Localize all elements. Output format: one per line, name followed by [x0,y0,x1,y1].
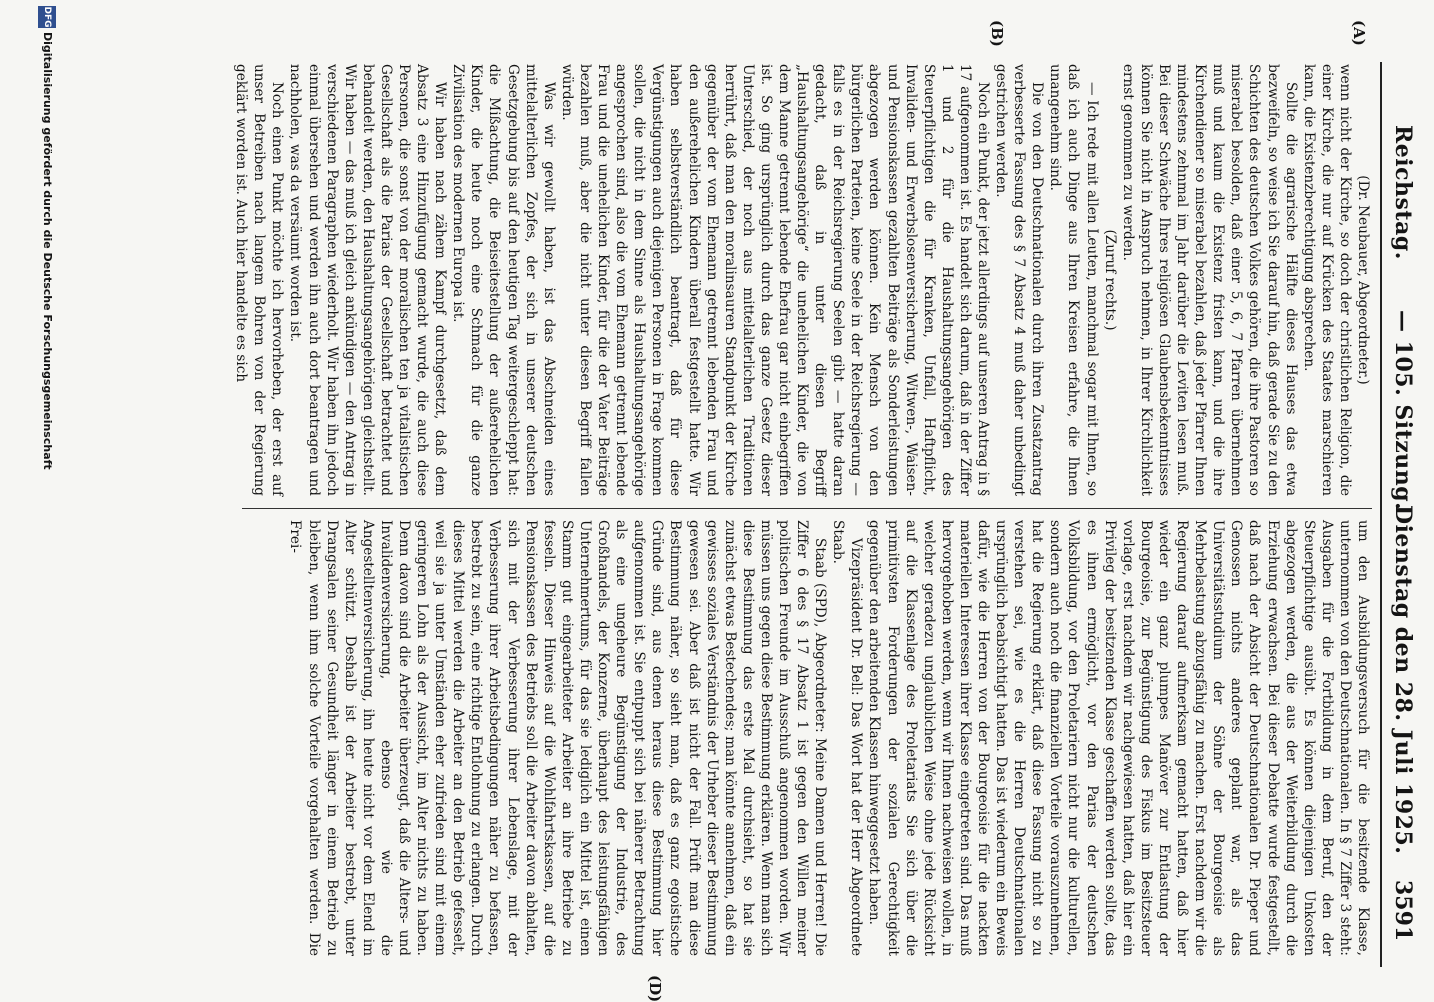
header-session: — 105. Sitzung. [1390,310,1416,511]
paragraph: Die von den Deutschnationalen durch ihren Zusatzantrag verbesserte Fassung des § 7 Absatz 4 muß daher unbedingt gestrichen werden. [993,64,1046,496]
margin-mark-d: (D) [646,975,664,1002]
paragraph: Noch ein Punkt, der jetzt allerdings auf unseren Antrag in § 17 aufgenommen ist. Es handelt sich darum, daß in der Ziffer 1 und 2 für die Haushaltungsangehörigen des Steuerpflichtigen die für Kranken, Unfall, Haftpflicht, Invaliden- und Erwerbslosenversicherung, Witwen-, Waisen- und Pensionskassen gezahlten Beiträge als Sonderleistungen abgezogen werden können. Kein Mensch von den bürgerlichen Parteien, keine Seele in der Reichsregierung — falls es in der Reichsregierung Seelen gibt — hatte daran gedacht, daß in unter diesen Begriff „Haushaltungsangehörige“ die unehelichen Kinder, die von dem Manne getrennt lebende Ehefrau gar nicht einbegriffen ist. So ging ursprünglich durch das ganze Gesetz dieser Unterschied, der noch aus mittelalterlichen Traditionen herrührt, daß man den moralinsauren Standpunkt der Kirche gegenüber der vom Ehemann getrennt lebenden Frau und den außerehelichen Kindern überall festgestellt hatte. Wir haben selbstverständlich beantragt, daß für diese Vergünstigungen auch diejenigen Personen in Frage kommen sollen, die nicht in dem Sinne als Haushaltungsangehörige angesprochen sind, also die vom Ehemann getrennt lebende Frau und die unehelichen Kinder, für die der Vater Beiträge bezahlen muß, aber die nicht unter diesen Begriff fallen würden. [558,64,992,496]
paragraph: Vizepräsident Dr. Bell: Das Wort hat der Herr Abgeordnete Staab. [830,520,865,956]
paragraph: Staab (SPD), Abgeordneter: Meine Damen und Herren! Die Ziffer 6 des § 17 Absatz 1 ist gegen den Willen meiner politischen Freunde im Ausschuß angenommen worden. Wir müssen uns gegen diese Bestimmung erklären. Wenn man sich diese Bestimmung das erste Mal durchsieht, so hat sie zunächst etwas Bestechendes; man könnte annehmen, daß ein gewisses soziales Verständnis der Urheber dieser Bestimmung gewesen sei. Aber daß ist nicht der Fall. Prüft man diese Bestimmung näher, so sieht man, daß es ganz egoistische Gründe sind, aus denen heraus diese Bestimmung hier aufgenommen ist. Sie entpuppt sich bei näherer Betrachtung als eine ungeheure Begünstigung der Industrie, des Großhandels, der Konzerne, überhaupt des leistungsfähigen Unternehmertums, für das sie lediglich ein Mittel ist, einen Stamm gut eingearbeiteter Arbeiter an ihre Betriebe zu fesseln. Dieser Hinweis auf die Wohlfahrtskassen, auf die Pensionskassen des Betriebs soll die Arbeiter davon abhalten, sich mit der Verbesserung ihrer Lebenslage, mit der Verbesserung ihrer Arbeitsbedingungen näher zu befassen, bestrebt zu sein, eine richtige Entlohnung zu erlangen. Durch dieses Mittel werden die Arbeiter an den Betrieb gefesselt, weil sie ja unter Umständen eher zufrieden sind mit einem geringeren Lohn als der Aussicht, im Alter nichts zu haben. Denn davon sind die Arbeiter überzeugt, daß die Alters- und Invalidenversicherung, ebenso wie die Angestelltenversicherung, ihn heute nicht vor dem Elend im Alter schützt. Deshalb ist der Arbeiter bestrebt, unter Drangsalen seiner Gesundheit länger in einem Betrieb zu bleiben, wenn ihm solche Vorteile vorgehalten werden. Die Frei- [287,520,829,956]
margin-mark-b: (B) [988,20,1006,47]
digitization-footer [34,0,74,1000]
paragraph: Was wir gewollt haben, ist das Abschneiden eines mittelalterlichen Zopfes, der sich in unserer deutschen Gesetzgebung bis auf den heutigen Tag weitergeschleppt hat: die Mißachtung, die Beiseitestellung der außerehelichen Kinder, die heute noch eine Schmach für die ganze Zivilisation des modernen Europa ist. [450,64,557,496]
paragraph: wenn nicht der Kirche, so doch der christlichen Religion, die einer Kirche, die nur auf Krücken des Staates marschieren kann, die Existenzberechtigung absprechen. [1300,64,1353,496]
margin-mark-a: (A) [1350,20,1368,46]
column-divider [242,508,1372,509]
speaker-continuation: (Dr. Neubauer, Abgeordneter.) [1355,175,1371,385]
paragraph: um den Ausbildungsversuch für die besitzende Klasse, unternommen von den Deutschnationalen. In § 7 Ziffer 3 steht: Ausgaben für die Fortbildung in dem Beruf, den der Steuerpflichtige ausübt. Es können diejenigen Unkosten abgezogen werden, die aus der Weiterbildung durch die Erziehung erwachsen. Bei dieser Debatte wurde festgestellt, daß nach der Absicht der Deutschnationalen Dr. Pieper und Genossen nichts anderes geplant war, als das Universitätsstudium der Söhne der Bourgeoisie als Mehrbelastung abzugsfähig zu machen. Erst nachdem wir die Regierung darauf aufmerksam gemacht hatten, daß hier wieder ein ganz plumpes Manöver zur Entlastung der Bourgeoisie, zur Begünstigung des Fiskus im Besitzsteuer vorlage, erst nachdem wir nachgewiesen hatten, daß hier ein Privileg der besitzenden Klasse geschaffen werden sollte, das es ihnen ermöglicht, vor den Parias der deutschen Volksbildung, vor den Proletariern nicht nur die kulturellen, sondern auch noch die finanziellen Vorteile vorauszunehmen, hat die Regierung erklärt, daß diese Fassung nicht so zu verstehen sei, wie es die Herren Deutschnationalen ursprünglich beabsichtigt hatten. Das ist wiederum ein Beweis dafür, wie die Herren von der Bourgeoisie für die nackten materiellen Interessen ihrer Klasse eingetreten sind. Das muß hervorgehoben werden, wenn wir Ihnen nachweisen wollen, in welcher geradezu unglaublichen Weise ohne jede Rücksicht auf die Klassenlage des Proletariats Sie sich über die primitivsten Forderungen der sozialen Gerechtigkeit gegenüber den arbeitenden Klassen hinweggesetzt haben. [866,520,1371,956]
paragraph: Sollte die agrarische Hälfte dieses Hauses das etwa bezweifeln, so weise ich Sie darauf hin, daß gerade Sie zu den Schichten des deutschen Volkes gehören, die ihre Pastoren so miserabel besolden, daß einer 5, 6, 7 Pfarren übernehmen muß und kaum die Existenz fristen kann, und die ihre Kirchendiener so miserabel bezahlen, daß jeder Pfarrer Ihnen mindestens zehnmal im Jahr darüber die Leviten lesen muß. Bei dieser Schwäche Ihres religiösen Glaubensbekenntnisses können Sie nicht in Anspruch nehmen, in Ihrer Kirchlichkeit ernst genommen zu werden. [1119,64,1299,496]
header-title: Reichstag. [1390,125,1416,260]
paragraph: — Ich rede mit allen Leuten, manchmal sogar mit Ihnen, so daß ich auch Dinge aus Ihren Kreisen erfahre, die Ihnen unangenehm sind. [1047,64,1100,496]
right-column [242,520,1372,956]
paragraph: Wir haben nach zähem Kampf durchgesetzt, daß dem Absatz 3 eine Hinzufügung gemacht wurde, die auch diese Personen, die sonst von der moralischen ten ja vitalistischen Gesellschaft als die Parias der Gesellschaft betrachtet und behandelt werden, den Haushaltungsangehörigen gleichstellt. Wir haben — das muß ich gleich ankündigen — den Antrag in verschiedenen Paragraphen wiederholt. Wir haben ihn jedoch einmal übersehen und werden ihn auch dort beantragen und nachholen, was da versäumt worden ist. [287,64,449,496]
header-date: Dienstag den 28. Juli 1925. [1390,505,1416,855]
left-column [233,64,1372,496]
page-number: 3591 [1390,880,1416,942]
page-header [1384,0,1424,1000]
dfg-logo: DFG [38,6,56,28]
funding-note: Digitalisierung gefördert durch die Deutsche Forschungsgemeinschaft [41,32,54,470]
paragraph: Noch einen Punkt möchte ich hervorheben, der erst auf unser Betreiben nach langem Bohren von der Regierung geklärt worden ist. Auch hier handelte es sich [233,64,286,496]
header-rule [1380,62,1382,967]
interjection: (Zuruf rechts.) [1101,229,1118,331]
